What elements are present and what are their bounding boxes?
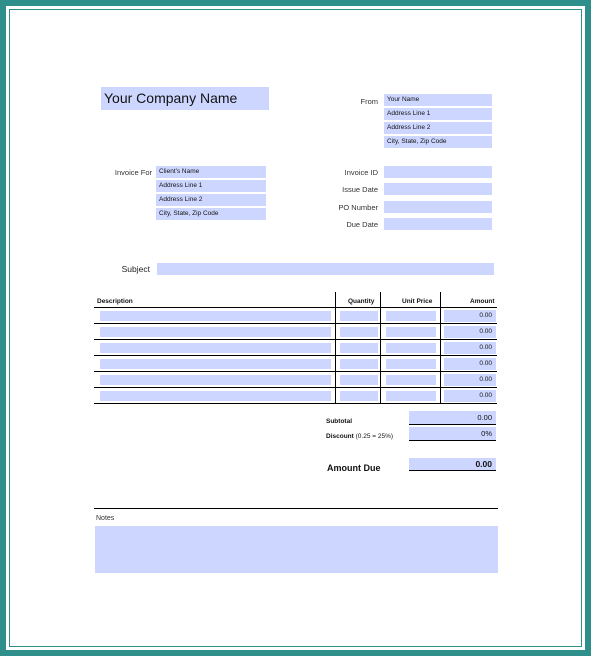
from-name-field[interactable]: Your Name <box>384 94 492 106</box>
client-address1-field[interactable]: Address Line 1 <box>156 180 266 192</box>
invoice-id-field[interactable] <box>384 166 492 178</box>
discount-note: (0.25 = 25%) <box>355 433 394 440</box>
table-row-rule <box>94 371 497 372</box>
from-address2-field[interactable]: Address Line 2 <box>384 122 492 134</box>
invoice-id-label: Invoice ID <box>344 168 378 177</box>
po-number-label: PO Number <box>338 203 378 212</box>
due-date-label: Due Date <box>346 220 378 229</box>
notes-field[interactable] <box>95 526 498 573</box>
col-header-amount: Amount <box>470 298 495 305</box>
po-number-field[interactable] <box>384 201 492 213</box>
row-amount-field[interactable]: 0.00 <box>444 326 496 338</box>
from-label: From <box>360 97 378 106</box>
row-quantity-field[interactable] <box>340 375 378 385</box>
row-unit-price-field[interactable] <box>386 311 436 321</box>
row-description-field[interactable] <box>100 311 331 321</box>
client-city-field[interactable]: City, State, Zip Code <box>156 208 266 220</box>
table-header-rule <box>94 307 497 308</box>
row-unit-price-field[interactable] <box>386 375 436 385</box>
notes-label: Notes <box>96 515 115 522</box>
col-header-description: Description <box>97 298 133 305</box>
discount-label: Discount <box>326 433 354 440</box>
amount-due-field[interactable]: 0.00 <box>409 458 496 470</box>
table-row-rule <box>94 355 497 356</box>
row-description-field[interactable] <box>100 375 331 385</box>
due-date-field[interactable] <box>384 218 492 230</box>
notes-rule <box>94 508 498 509</box>
row-amount-field[interactable]: 0.00 <box>444 374 496 386</box>
subject-field[interactable] <box>157 263 494 275</box>
table-row-rule <box>94 403 497 404</box>
table-row-rule <box>94 323 497 324</box>
client-address2-field[interactable]: Address Line 2 <box>156 194 266 206</box>
row-quantity-field[interactable] <box>340 359 378 369</box>
subject-label: Subject <box>121 264 150 274</box>
discount-label-group <box>326 433 393 440</box>
row-quantity-field[interactable] <box>340 391 378 401</box>
issue-date-label: Issue Date <box>342 185 378 194</box>
from-city-field[interactable]: City, State, Zip Code <box>384 136 492 148</box>
invoice-for-label: Invoice For <box>114 168 152 177</box>
table-row-rule <box>94 339 497 340</box>
table-row-rule <box>94 387 497 388</box>
row-description-field[interactable] <box>100 391 331 401</box>
subtotal-label: Subtotal <box>326 418 352 425</box>
client-name-field[interactable]: Client's Name <box>156 166 266 178</box>
subtotal-rule <box>409 424 496 425</box>
row-description-field[interactable] <box>100 359 331 369</box>
amount-due-label: Amount Due <box>327 463 381 473</box>
company-name-field[interactable]: Your Company Name <box>101 87 269 110</box>
issue-date-field[interactable] <box>384 183 492 195</box>
row-amount-field[interactable]: 0.00 <box>444 310 496 322</box>
row-amount-field[interactable]: 0.00 <box>444 390 496 402</box>
col-header-quantity: Quantity <box>348 298 375 305</box>
row-description-field[interactable] <box>100 343 331 353</box>
row-unit-price-field[interactable] <box>386 359 436 369</box>
row-amount-field[interactable]: 0.00 <box>444 342 496 354</box>
row-unit-price-field[interactable] <box>386 327 436 337</box>
row-quantity-field[interactable] <box>340 327 378 337</box>
discount-rule <box>409 440 496 441</box>
row-unit-price-field[interactable] <box>386 391 436 401</box>
subtotal-field[interactable]: 0.00 <box>409 411 496 424</box>
discount-field[interactable]: 0% <box>409 427 496 440</box>
row-unit-price-field[interactable] <box>386 343 436 353</box>
amount-due-rule <box>409 470 496 471</box>
col-header-unit-price: Unit Price <box>402 298 433 305</box>
row-description-field[interactable] <box>100 327 331 337</box>
from-address1-field[interactable]: Address Line 1 <box>384 108 492 120</box>
row-quantity-field[interactable] <box>340 343 378 353</box>
row-amount-field[interactable]: 0.00 <box>444 358 496 370</box>
row-quantity-field[interactable] <box>340 311 378 321</box>
